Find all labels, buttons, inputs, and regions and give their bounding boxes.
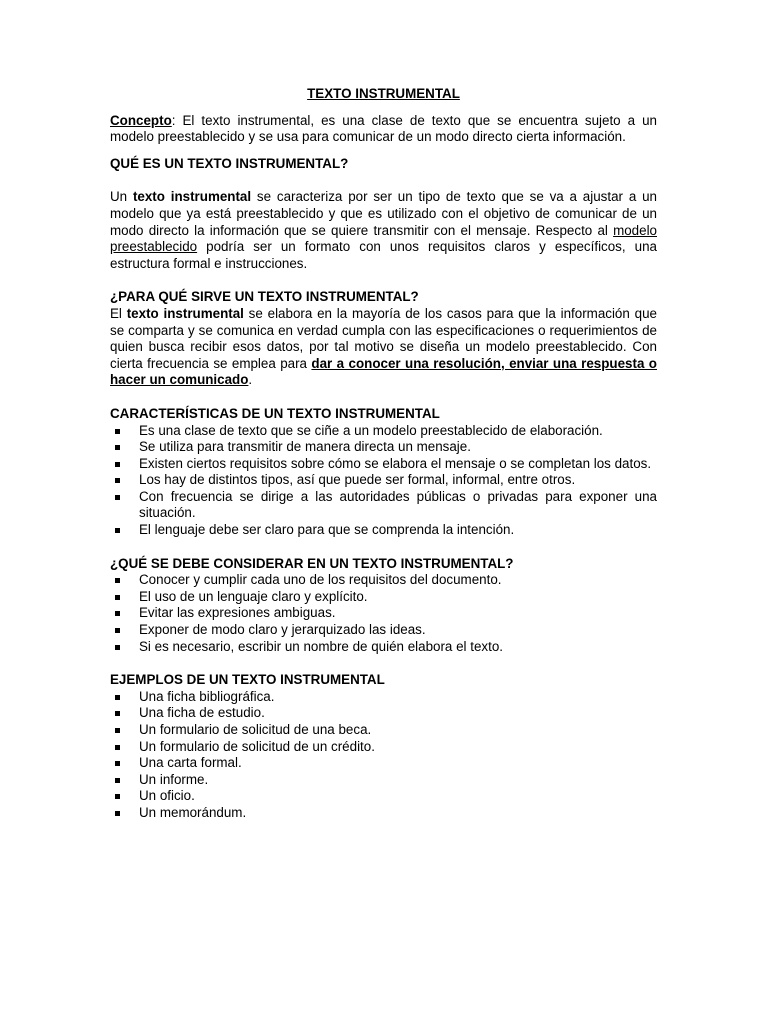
que-es-paragraph — [110, 189, 657, 272]
list-item: Conocer y cumplir cada uno de los requisitos del documento. — [110, 572, 657, 589]
list-item: Si es necesario, escribir un nombre de quién elabora el texto. — [110, 639, 657, 656]
square-bullet-icon — [115, 495, 120, 500]
considerar-list — [110, 572, 657, 655]
list-item: Los hay de distintos tipos, así que puede ser formal, informal, entre otros. — [110, 472, 657, 489]
para-que-text-mid: se elabora en la mayoría de los casos para que la información que se comparta y se comunica en verdad cumpla con las especificaciones o requerimientos de quien busca recibir esos datos, por tal motivo se diseña un modelo preestablecido. Con cierta frecuencia se emplea para — [110, 305, 657, 371]
para-que-heading: ¿PARA QUÉ SIRVE UN TEXTO INSTRUMENTAL? — [110, 289, 419, 305]
list-item: Un formulario de solicitud de una beca. — [110, 722, 657, 739]
list-item: Un memorándum. — [110, 805, 657, 822]
para-que-paragraph — [110, 306, 657, 389]
square-bullet-icon — [115, 745, 120, 750]
square-bullet-icon — [115, 711, 120, 716]
square-bullet-icon — [115, 695, 120, 700]
document-page — [110, 86, 657, 822]
square-bullet-icon — [115, 811, 120, 816]
square-bullet-icon — [115, 578, 120, 583]
square-bullet-icon — [115, 761, 120, 766]
square-bullet-icon — [115, 528, 120, 533]
list-item: El uso de un lenguaje claro y explícito. — [110, 589, 657, 606]
list-item: Exponer de modo claro y jerarquizado las ideas. — [110, 622, 657, 639]
list-item: Se utiliza para transmitir de manera directa un mensaje. — [110, 439, 657, 456]
para-que-text-end: . — [248, 372, 253, 388]
caracteristicas-list — [110, 423, 657, 539]
square-bullet-icon — [115, 778, 120, 783]
para-que-text-start: El — [110, 305, 127, 321]
list-item: Evitar las expresiones ambiguas. — [110, 605, 657, 622]
list-item: Una ficha de estudio. — [110, 705, 657, 722]
list-item: Una carta formal. — [110, 755, 657, 772]
square-bullet-icon — [115, 645, 120, 650]
list-item: Un oficio. — [110, 788, 657, 805]
que-es-text-mid: se caracteriza por ser un tipo de texto que se va a ajustar a un modelo que ya está preestablecido y que es utilizado con el objetivo de comunicar de un modo directo la información que se quiere transmitir con el mensaje. Respecto al — [110, 189, 657, 238]
que-es-text-end: podría ser un formato con unos requisitos claros y específicos, una estructura formal e instrucciones. — [110, 239, 657, 271]
para-que-emphasis: dar a conocer una resolución, enviar una respuesta o hacer un comunicado — [110, 355, 657, 388]
list-item: El lenguaje debe ser claro para que se comprenda la intención. — [110, 522, 657, 539]
ejemplos-list — [110, 689, 657, 822]
list-item: Es una clase de texto que se ciñe a un modelo preestablecido de elaboración. — [110, 423, 657, 440]
list-item: Existen ciertos requisitos sobre cómo se elabora el mensaje o se completan los datos. — [110, 456, 657, 473]
list-item: Un formulario de solicitud de un crédito. — [110, 739, 657, 756]
square-bullet-icon — [115, 429, 120, 434]
square-bullet-icon — [115, 462, 120, 467]
square-bullet-icon — [115, 611, 120, 616]
considerar-heading: ¿QUÉ SE DEBE CONSIDERAR EN UN TEXTO INSTRUMENTAL? — [110, 555, 514, 571]
ejemplos-heading: EJEMPLOS DE UN TEXTO INSTRUMENTAL — [110, 672, 385, 688]
square-bullet-icon — [115, 728, 120, 733]
document-title: TEXTO INSTRUMENTAL — [307, 86, 460, 101]
caracteristicas-heading: CARACTERÍSTICAS DE UN TEXTO INSTRUMENTAL — [110, 405, 440, 421]
para-que-bold-term: texto instrumental — [126, 305, 244, 321]
que-es-underlined-term: modelo preestablecido — [110, 222, 657, 255]
square-bullet-icon — [115, 445, 120, 450]
que-es-text-start: Un — [110, 189, 133, 205]
que-es-bold-term: texto instrumental — [132, 189, 252, 205]
square-bullet-icon — [115, 628, 120, 633]
concepto-label: Concepto — [110, 112, 172, 128]
square-bullet-icon — [115, 794, 120, 799]
square-bullet-icon — [115, 478, 120, 483]
list-item: Con frecuencia se dirige a las autoridades públicas o privadas para exponer una situación. — [110, 489, 657, 522]
square-bullet-icon — [115, 595, 120, 600]
concepto-text: : El texto instrumental, es una clase de texto que se encuentra sujeto a un modelo preestablecido y se usa para comunicar de un modo directo cierta información. — [110, 112, 657, 145]
list-item: Un informe. — [110, 772, 657, 789]
que-es-heading: QUÉ ES UN TEXTO INSTRUMENTAL? — [110, 155, 349, 171]
list-item: Una ficha bibliográfica. — [110, 689, 657, 706]
concepto-paragraph — [110, 113, 657, 146]
